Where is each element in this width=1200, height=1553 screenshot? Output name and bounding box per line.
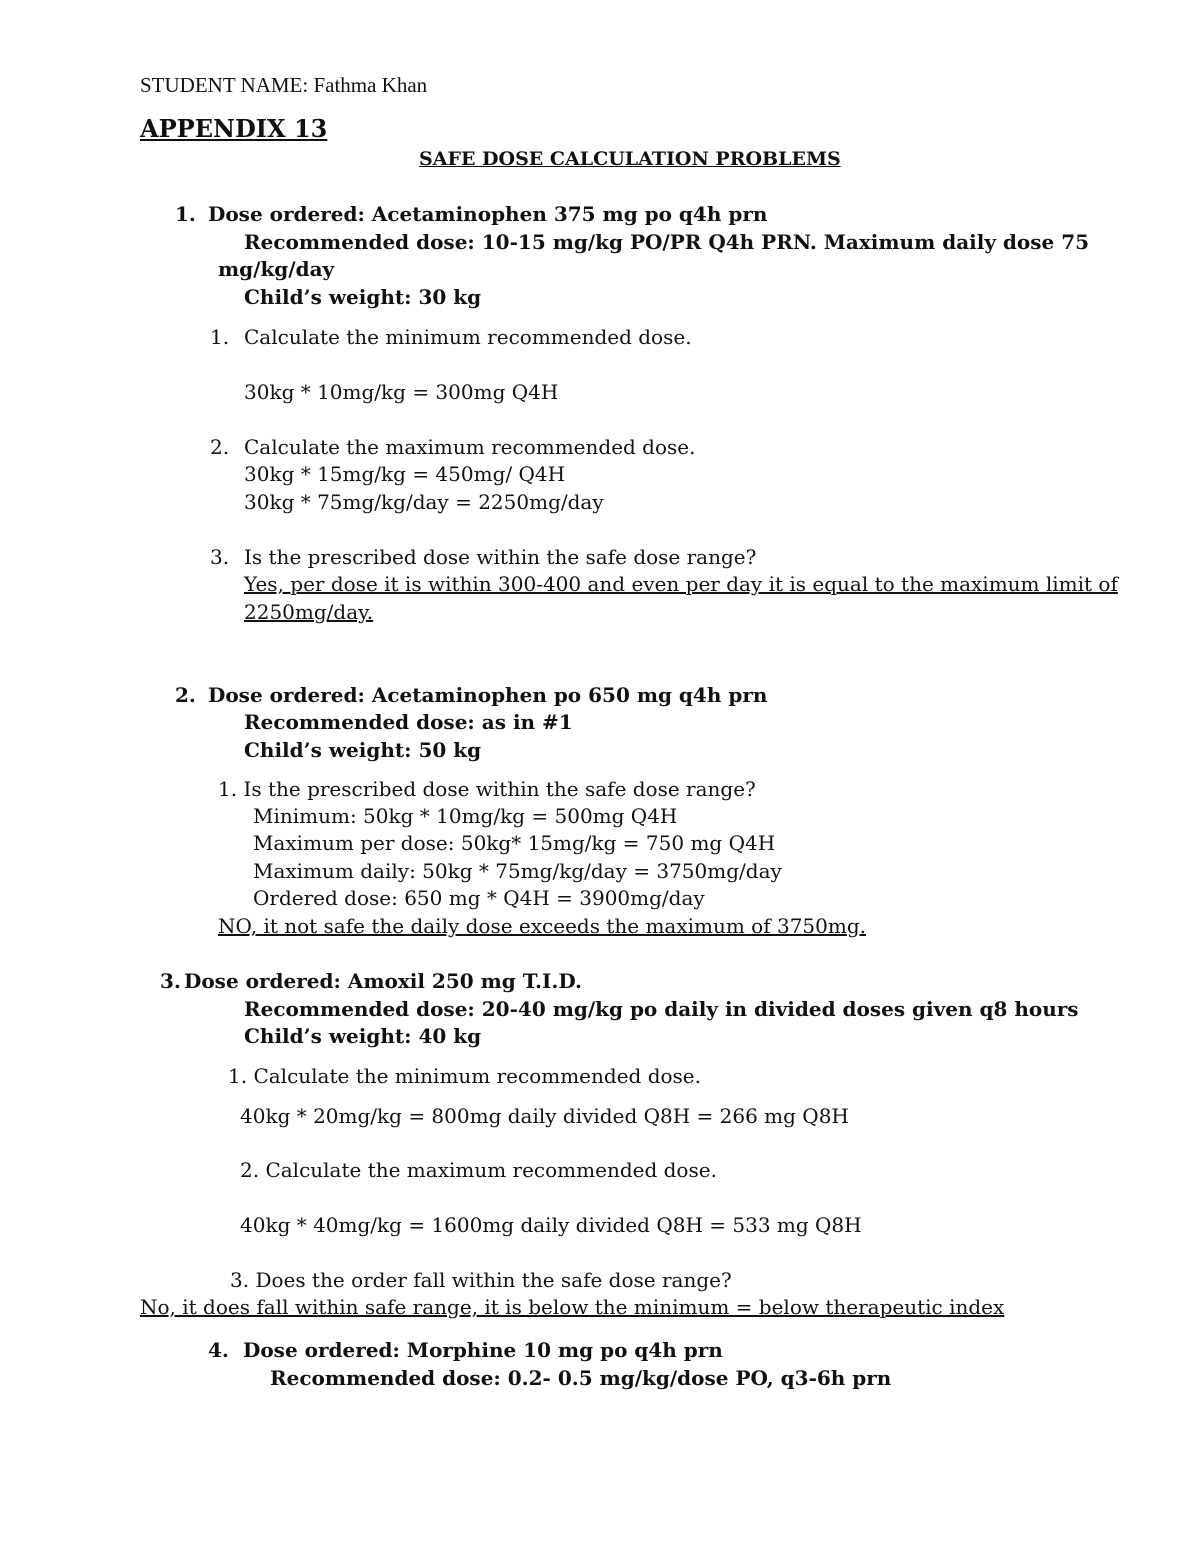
p2-q1: 1. Is the prescribed dose within the safe dose range? — [218, 777, 756, 801]
p2-minimum: Minimum: 50kg * 10mg/kg = 500mg Q4H — [253, 804, 678, 828]
page-title: SAFE DOSE CALCULATION PROBLEMS — [419, 148, 841, 170]
p1-number: 1. — [175, 202, 196, 226]
p2-maximum-daily: Maximum daily: 50kg * 75mg/kg/day = 3750mg/day — [253, 859, 782, 883]
p1-q2: Calculate the maximum recommended dose. — [244, 435, 696, 459]
p3-number: 3. — [160, 969, 181, 993]
p3-child-weight: Child’s weight: 40 kg — [244, 1024, 482, 1048]
p3-q2-answer: 40kg * 40mg/kg = 1600mg daily divided Q8H = 533 mg Q8H — [240, 1213, 862, 1237]
p3-recommended-dose: Recommended dose: 20-40 mg/kg po daily in divided doses given q8 hours — [244, 997, 1079, 1021]
p2-answer: NO, it not safe the daily dose exceeds the maximum of 3750mg. — [218, 914, 866, 938]
p1-recommended-dose: Recommended dose: 10-15 mg/kg PO/PR Q4h PRN. Maximum daily dose 75 — [244, 230, 1090, 254]
p1-q3-number: 3. — [210, 545, 230, 569]
p3-answer: No, it does fall within safe range, it is below the minimum = below therapeutic index — [140, 1295, 1005, 1319]
student-name: STUDENT NAME: Fathma Khan — [140, 73, 428, 97]
p1-recommended-dose-cont: mg/kg/day — [218, 257, 335, 281]
p2-recommended-dose: Recommended dose: as in #1 — [244, 710, 573, 734]
p3-q3: 3. Does the order fall within the safe dose range? — [230, 1268, 732, 1292]
p3-dose-ordered: Dose ordered: Amoxil 250 mg T.I.D. — [184, 969, 582, 993]
p4-dose-ordered: Dose ordered: Morphine 10 mg po q4h prn — [243, 1338, 723, 1362]
p1-q3-answer-2: 2250mg/day. — [244, 600, 374, 624]
p1-q1: Calculate the minimum recommended dose. — [244, 325, 692, 349]
p1-q2-answer-2: 30kg * 75mg/kg/day = 2250mg/day — [244, 490, 604, 514]
p1-dose-ordered: Dose ordered: Acetaminophen 375 mg po q4h prn — [208, 202, 768, 226]
p2-maximum-per-dose: Maximum per dose: 50kg* 15mg/kg = 750 mg Q4H — [253, 831, 776, 855]
p1-q1-number: 1. — [210, 325, 230, 349]
p1-q2-number: 2. — [210, 435, 230, 459]
p3-q1-answer: 40kg * 20mg/kg = 800mg daily divided Q8H = 266 mg Q8H — [240, 1104, 849, 1128]
appendix-heading: APPENDIX 13 — [140, 114, 328, 143]
p2-child-weight: Child’s weight: 50 kg — [244, 738, 482, 762]
p4-number: 4. — [208, 1338, 229, 1362]
p2-dose-ordered: Dose ordered: Acetaminophen po 650 mg q4h prn — [208, 683, 768, 707]
p3-q2: 2. Calculate the maximum recommended dose. — [240, 1158, 717, 1182]
p4-recommended-dose: Recommended dose: 0.2- 0.5 mg/kg/dose PO, q3-6h prn — [270, 1366, 892, 1390]
p2-ordered-dose: Ordered dose: 650 mg * Q4H = 3900mg/day — [253, 886, 705, 910]
p1-q3: Is the prescribed dose within the safe dose range? — [244, 545, 757, 569]
p1-q2-answer-1: 30kg * 15mg/kg = 450mg/ Q4H — [244, 462, 566, 486]
p1-q3-answer-1: Yes, per dose it is within 300-400 and even per day it is equal to the maximum limit of — [244, 572, 1118, 596]
p1-q1-answer: 30kg * 10mg/kg = 300mg Q4H — [244, 380, 559, 404]
p1-child-weight: Child’s weight: 30 kg — [244, 285, 482, 309]
p3-q1: 1. Calculate the minimum recommended dose. — [228, 1064, 701, 1088]
p2-number: 2. — [175, 683, 196, 707]
